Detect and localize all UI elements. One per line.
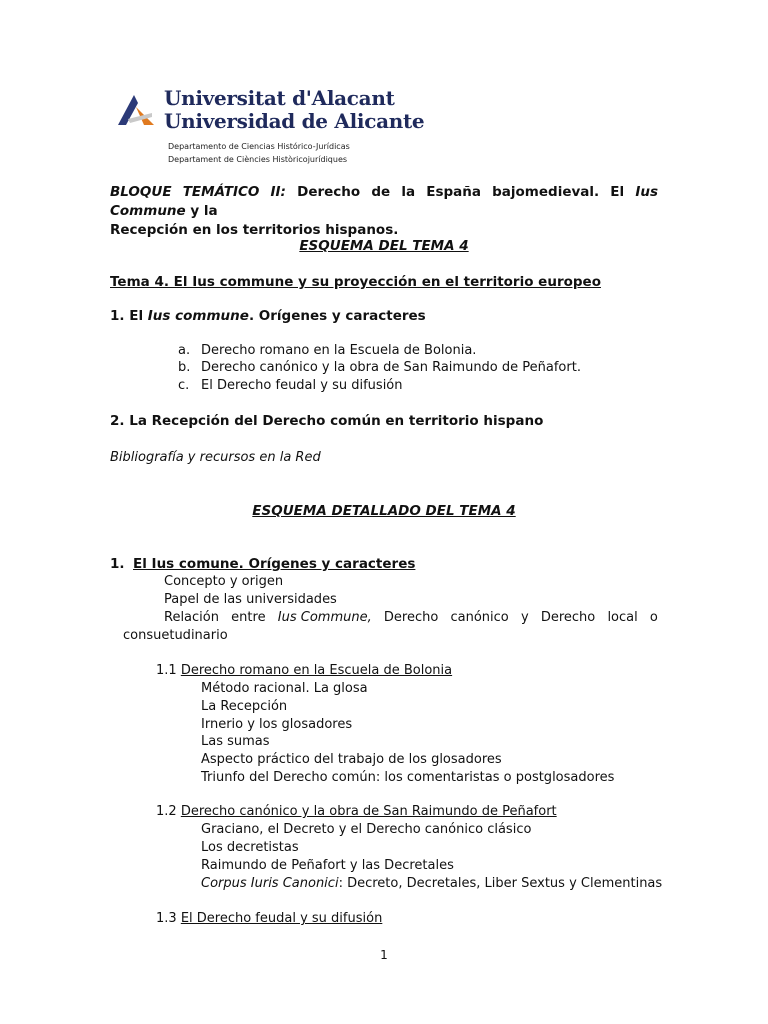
detail-section-number: 1. [110, 556, 125, 572]
sublist-item [178, 343, 476, 358]
section-1-number: 1. El [110, 308, 148, 324]
subsection-item: La Recepción [201, 699, 288, 714]
bloque-text-2: y la [185, 203, 218, 219]
detail-item: Concepto y origen [164, 574, 284, 589]
relacion-word: Relación [164, 610, 219, 625]
relacion-word: Derecho [383, 610, 439, 625]
bloque-line-2: Recepción en los territorios hispanos. [110, 222, 399, 238]
subsection-1-1-heading [156, 663, 452, 678]
logo-university-name-ca: Universitat d'Alacant [164, 86, 395, 110]
subsection-number: 1.1 [156, 663, 181, 678]
subsection-item: Graciano, el Decreto y el Derecho canónico clásico [201, 822, 532, 837]
relacion-word: o [649, 610, 658, 625]
subsection-number: 1.2 [156, 804, 181, 819]
corpus-rest: : Decreto, Decretales, Liber Sextus y Clementinas [338, 876, 663, 891]
university-logo-mark [114, 89, 158, 129]
relacion-ius-commune: Ius Commune, [277, 610, 372, 625]
subsection-title: El Derecho feudal y su difusión [180, 911, 383, 926]
subsection-item: Irnerio y los glosadores [201, 717, 353, 732]
bloque-tematico-paragraph [110, 183, 658, 240]
tema-title: Tema 4. El Ius commune y su proyección en el territorio europeo [110, 274, 601, 290]
relacion-word: Derecho [540, 610, 596, 625]
esquema-detallado-title: ESQUEMA DETALLADO DEL TEMA 4 [252, 503, 516, 519]
sublist-marker: a. [178, 343, 191, 358]
esquema-title: ESQUEMA DEL TEMA 4 [299, 238, 469, 254]
subsection-item: Los decretistas [201, 840, 299, 855]
logo-university-name-es: Universidad de Alicante [164, 109, 425, 133]
relacion-word: local [607, 610, 638, 625]
detail-section-1-heading [110, 556, 415, 572]
sublist-item [178, 378, 403, 393]
subsection-item: Las sumas [201, 734, 270, 749]
detail-section-title: El Ius comune. Orígenes y caracteres [133, 556, 416, 572]
subsection-item: Método racional. La glosa [201, 681, 368, 696]
department-name-ca: Departament de Ciències Històricojurídiques [168, 155, 348, 164]
section-1-heading [110, 308, 426, 324]
relacion-word: y [520, 610, 529, 625]
corpus-title: Corpus Iuris Canonici [201, 876, 339, 891]
bibliografia-line: Bibliografía y recursos en la Red [110, 450, 321, 465]
subsection-1-2-heading [156, 804, 557, 819]
section-1-ius: Ius commune [147, 308, 249, 324]
relacion-word: entre [231, 610, 266, 625]
subsection-title: Derecho canónico y la obra de San Raimundo de Peñafort [180, 804, 557, 819]
section-1-rest: . Orígenes y caracteres [248, 308, 426, 324]
relacion-word: canónico [450, 610, 509, 625]
subsection-title: Derecho romano en la Escuela de Bolonia [180, 663, 453, 678]
sublist-marker: b. [178, 360, 191, 375]
sublist-text: El Derecho feudal y su difusión [201, 378, 403, 393]
subsection-number: 1.3 [156, 911, 181, 926]
subsection-item-corpus [201, 876, 662, 891]
relacion-line [164, 610, 658, 625]
detail-item: Papel de las universidades [164, 592, 337, 607]
relacion-line-2: consuetudinario [123, 628, 228, 643]
page-number: 1 [380, 948, 388, 962]
bloque-ius-commune: Ius Commune [110, 184, 658, 219]
department-name-es: Departamento de Ciencias Histórico-Jurídicas [168, 142, 350, 151]
sublist-marker: c. [178, 378, 190, 393]
subsection-1-3-heading [156, 911, 382, 926]
bloque-label: BLOQUE TEMÁTICO II: [110, 184, 286, 200]
subsection-item: Triunfo del Derecho común: los comentaristas o postglosadores [201, 770, 615, 785]
sublist-text: Derecho romano en la Escuela de Bolonia. [201, 343, 477, 358]
section-2-heading: 2. La Recepción del Derecho común en territorio hispano [110, 413, 544, 429]
subsection-item: Raimundo de Peñafort y las Decretales [201, 858, 454, 873]
subsection-item: Aspecto práctico del trabajo de los glosadores [201, 752, 502, 767]
sublist-text: Derecho canónico y la obra de San Raimundo de Peñafort. [201, 360, 581, 375]
sublist-item [178, 360, 581, 375]
bloque-text-1: Derecho de la España bajomedieval. El [285, 184, 636, 200]
